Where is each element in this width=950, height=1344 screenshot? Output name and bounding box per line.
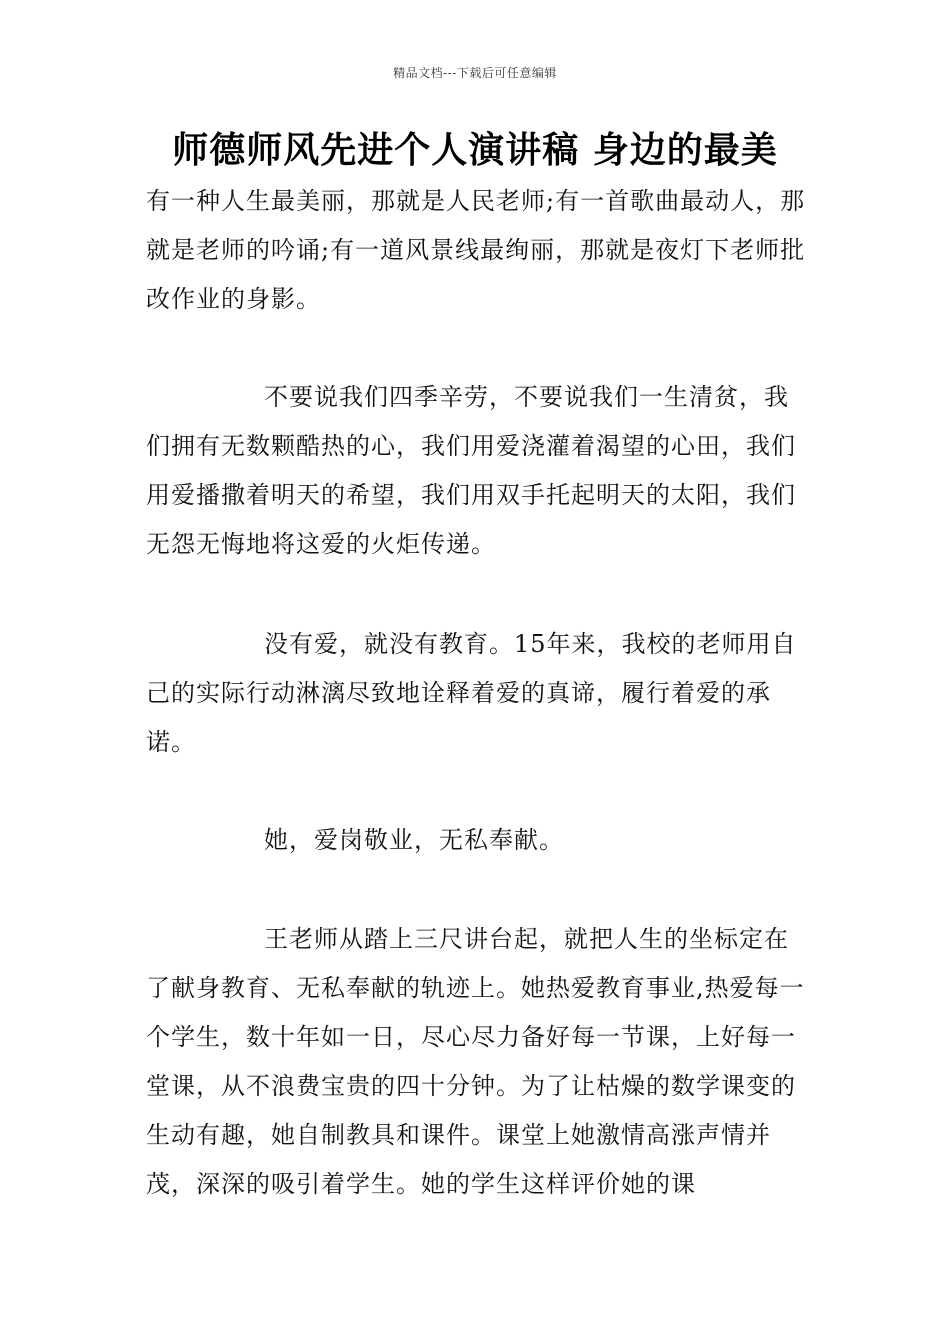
paragraph-1: 有一种人生最美丽，那就是人民老师;有一首歌曲最动人，那就是老师的吟诵;有一道风景线最绚丽，那就是夜灯下老师批改作业的身影。 [146,187,806,313]
document-title: 师德师风先进个人演讲稿 身边的最美 [172,130,778,171]
header-note: 精品文档---下载后可任意编辑 [393,66,557,80]
paragraph-3: 没有爱，就没有教育。15年来，我校的老师用自己的实际行动淋漓尽致地诠释着爱的真谛，履行着爱的承诺。 [146,630,797,756]
paragraph-2: 不要说我们四季辛劳，不要说我们一生清贫，我们拥有无数颗酷热的心，我们用爱浇灌着渴望的心田，我们用爱播撒着明天的希望，我们用双手托起明天的太阳，我们无怨无悔地将这爱的火炬传递。 [146,383,796,558]
paragraph-5: 王老师从踏上三尺讲台起，就把人生的坐标定在了献身教育、无私奉献的轨迹上。她热爱教育事业,热爱每一个学生，数十年如一日，尽心尽力备好每一节课，上好每一堂课，从不浪费宝贵的四十分钟。为了让枯燥的数学课变的生动有趣，她自制教具和课件。课堂上她激情高涨声情并茂，深深的吸引着学生。她的学生这样评价她的课 [146,925,805,1198]
paragraph-4: 她，爱岗敬业，无私奉献。 [264,826,564,854]
